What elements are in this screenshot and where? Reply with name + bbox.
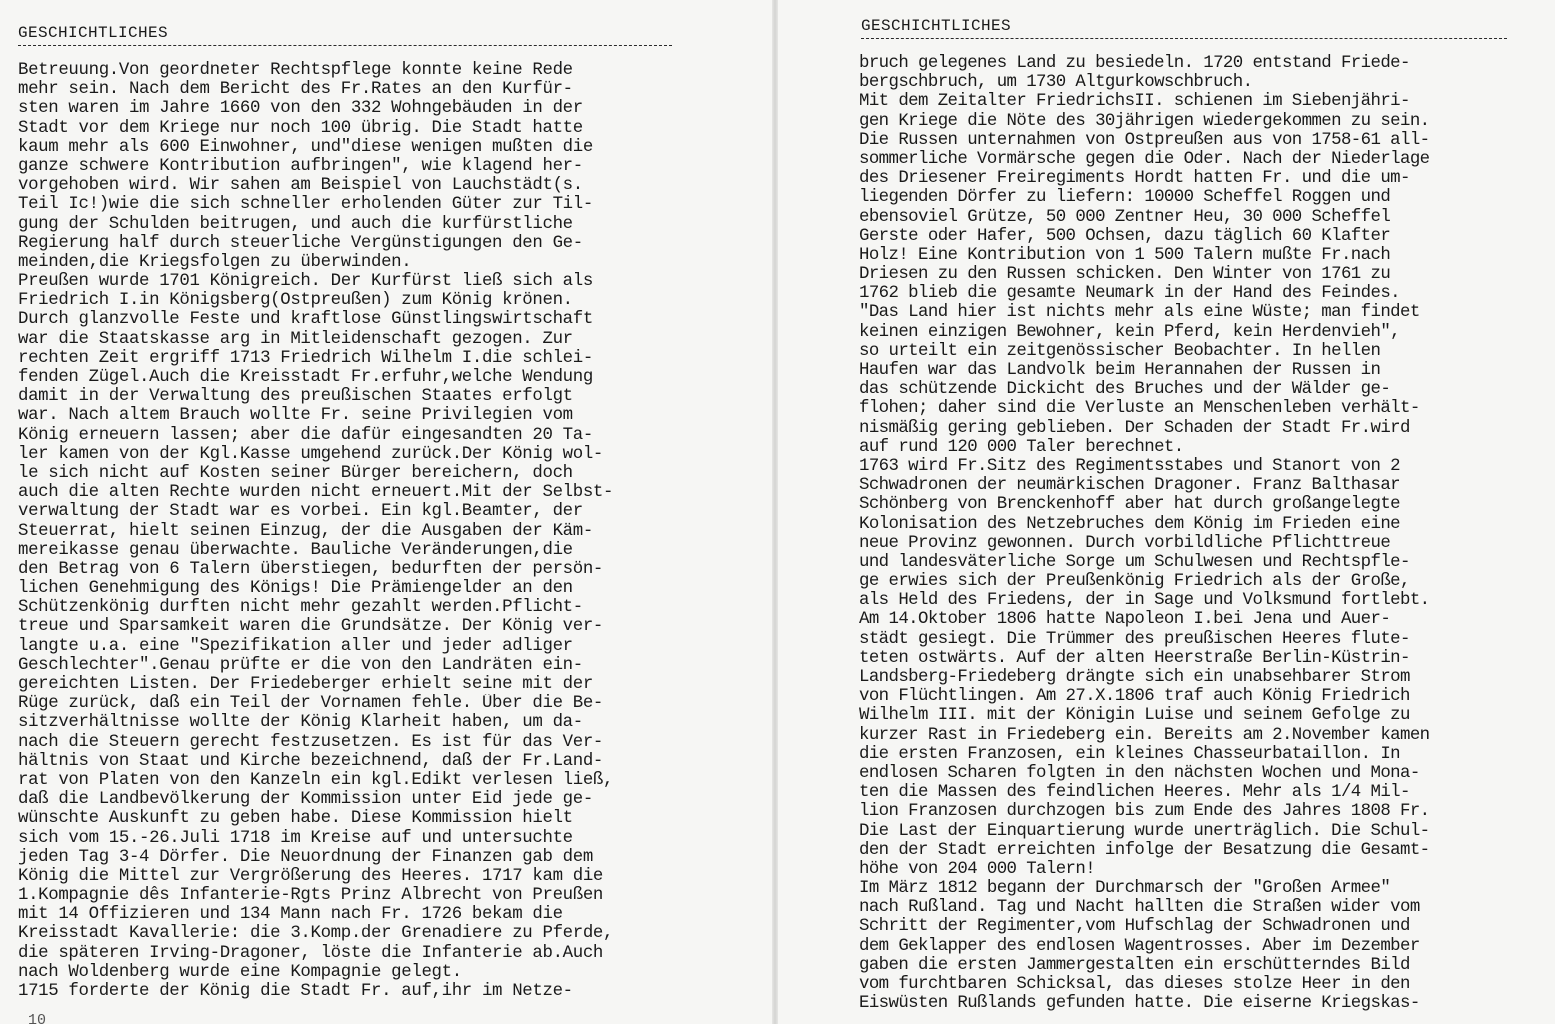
left-page-text-line: gung der Schulden beitrugen, und auch die kurfürstliche: [18, 214, 573, 234]
left-page-text-line: sich vom 15.-26.Juli 1718 im Kreise auf und untersuchte: [18, 828, 573, 848]
right-page-text-line: liegenden Dörfer zu liefern: 10000 Scheffel Roggen und: [859, 188, 1391, 208]
right-page-text-line: Kolonisation des Netzebruches dem König im Frieden eine: [859, 514, 1400, 534]
left-header-rule: [18, 45, 672, 46]
right-page-text-line: ge erwies sich der Preußenkönig Friedrich als der Große,: [859, 572, 1410, 592]
left-page-text-line: vorgehoben wird. Wir sahen am Beispiel von Lauchstädt(s.: [18, 176, 583, 196]
left-page-number: 10: [28, 1012, 47, 1024]
left-page-text-line: König die Mittel zur Vergrößerung des Heeres. 1717 kam die: [18, 866, 603, 886]
left-page-text-line: mehr sein. Nach dem Bericht des Fr.Rates an den Kurfür-: [18, 80, 573, 100]
left-page-text-line: Rüge zurück, daß ein Teil der Vornamen fehle. Über die Be-: [18, 694, 603, 714]
left-page-text-line: langte u.a. eine "Spezifikation aller und jeder adliger: [18, 636, 573, 656]
left-page-header: GESCHICHTLICHES: [18, 24, 169, 42]
left-page-text-line: Kreisstadt Kavallerie: die 3.Komp.der Grenadiere zu Pferde,: [18, 924, 614, 944]
right-page-text-line: Im März 1812 begann der Durchmarsch der "Großen Armee": [859, 879, 1391, 899]
right-page-text-line: so urteilt ein zeitgenössischer Beobachter. In hellen: [859, 341, 1381, 361]
left-page-text-line: war. Nach altem Brauch wollte Fr. seine Privilegien vom: [18, 406, 573, 426]
left-page-text-line: ler kamen von der Kgl.Kasse umgehend zurück.Der König wol-: [18, 444, 603, 464]
right-page-text-line: Die Last der Einquartierung wurde unerträglich. Die Schul-: [859, 821, 1430, 841]
right-page-text-line: teten ostwärts. Auf der alten Heerstraße Berlin-Küstrin-: [859, 648, 1410, 668]
left-page-text-line: Durch glanzvolle Feste und kraftlose Günstlingswirtschaft: [18, 310, 593, 330]
left-page-text-line: sten waren im Jahre 1660 von den 332 Wohngebäuden in der: [18, 99, 583, 119]
right-page-text-line: Schritt der Regimenter,vom Hufschlag der Schwadronen und: [859, 917, 1410, 937]
left-page-text-line: nach die Steuern gerecht festzusetzen. Es ist für das Ver-: [18, 732, 603, 752]
left-page-text-line: kaum mehr als 600 Einwohner, und"diese wenigen mußten die: [18, 137, 593, 157]
right-page-text-line: höhe von 204 000 Talern!: [859, 859, 1096, 879]
right-page-text-line: als Held des Friedens, der in Sage und Volksmund fortlebt.: [859, 591, 1430, 611]
right-page-text-line: ten die Massen des feindlichen Heeres. Mehr als 1/4 Mil-: [859, 783, 1410, 803]
right-page-text-line: nach Rußland. Tag und Nacht hallten die Straßen wider vom: [859, 898, 1420, 918]
left-page-text-line: Preußen wurde 1701 Königreich. Der Kurfürst ließ sich als: [18, 272, 593, 292]
right-page-text-line: Schönberg von Brenckenhoff aber hat durch großangelegte: [859, 495, 1400, 515]
right-page-text-line: bruch gelegenes Land zu besiedeln. 1720 entstand Friede-: [859, 54, 1410, 73]
right-page-text-line: "Das Land hier ist nichts mehr als eine Wüste; man findet: [859, 303, 1420, 323]
right-page-text-line: die ersten Franzosen, ein kleines Chasseurbataillon. In: [859, 744, 1400, 764]
right-page-text-line: Driesen zu den Russen schicken. Den Winter von 1761 zu: [859, 265, 1391, 285]
right-page-text-line: Schwadronen der neumärkischen Dragoner. Franz Balthasar: [859, 476, 1400, 496]
left-page-text-line: wünschte Auskunft zu geben habe. Diese Kommission hielt: [18, 809, 573, 829]
right-page-text-line: den der Stadt erreichten infolge der Besatzung die Gesamt-: [859, 840, 1430, 860]
left-page-text-line: Geschlechter".Genau prüfte er die von den Landräten ein-: [18, 655, 583, 675]
right-page-text-line: Landsberg-Friedeberg drängte sich ein unabsehbarer Strom: [859, 668, 1410, 687]
left-page-text-line: ganze schwere Kontribution aufbringen", wie klagend her-: [18, 156, 583, 176]
left-page-text-line: 1.Kompagnie dês Infanterie-Rgts Prinz Albrecht von Preußen: [18, 886, 603, 906]
right-page-text-line: ebensoviel Grütze, 50 000 Zentner Heu, 30 000 Scheffel: [859, 207, 1391, 227]
right-page-text-line: Holz! Eine Kontribution von 1 500 Talern mußte Fr.nach: [859, 245, 1391, 265]
right-page-text-line: Haufen war das Landvolk beim Herannahen der Russen in: [859, 361, 1381, 380]
left-page: [0, 0, 772, 1024]
right-page-text-line: des Driesener Freiregiments Hordt hatten Fr. und die um-: [859, 169, 1410, 189]
left-page-text-line: Friedrich I.in Königsberg(Ostpreußen) zum König krönen.: [18, 291, 573, 311]
right-page-text-line: Eiswüsten Rußlands gefunden hatte. Die eiserne Kriegskas-: [859, 994, 1420, 1014]
left-page-text-line: Steuerrat, hielt seinen Einzug, der die Ausgaben der Käm-: [18, 521, 593, 541]
left-page-text-line: hältnis von Staat und Kirche bezeichnend, daß der Fr.Land-: [18, 751, 603, 771]
left-page-text-line: 1715 forderte der König die Stadt Fr. auf,ihr im Netze-: [18, 982, 573, 1001]
left-page-text-line: treue und Sparsamkeit waren die Grundsätze. Der König ver-: [18, 617, 603, 637]
right-page-text-line: vom furchtbaren Schicksal, das dieses stolze Heer in den: [859, 975, 1410, 994]
right-page-text-line: lion Franzosen durchzogen bis zum Ende des Jahres 1808 Fr.: [859, 802, 1430, 822]
right-page-text-line: Mit dem Zeitalter FriedrichsII. schienen im Siebenjähri-: [859, 92, 1410, 112]
left-page-text-line: Teil Ic!)wie die sich schneller erholenden Güter zur Til-: [18, 195, 593, 215]
left-page-text-line: fenden Zügel.Auch die Kreisstadt Fr.erfuhr,welche Wendung: [18, 368, 593, 387]
left-page-text-line: daß die Landbevölkerung der Kommission unter Eid jede ge-: [18, 790, 593, 810]
right-page-text-line: kurzer Rast in Friedeberg ein. Bereits am 2.November kamen: [859, 725, 1430, 745]
left-page-text-line: die späteren Irving-Dragoner, löste die Infanterie ab.Auch: [18, 943, 603, 963]
left-page-text-line: auch die alten Rechte wurden nicht erneuert.Mit der Selbst-: [18, 483, 614, 503]
left-page-text-line: rechten Zeit ergriff 1713 Friedrich Wilhelm I.die schlei-: [18, 348, 593, 368]
left-page-text-line: lichen Genehmigung des Königs! Die Prämiengelder an den: [18, 579, 573, 599]
right-page-text-line: gen Kriege die Nöte des 30jährigen wiedergekommen zu sein.: [859, 111, 1430, 131]
left-page-text-line: war die Staatskasse arg in Mitleidenschaft gezogen. Zur: [18, 329, 573, 349]
right-page-text-line: von Flüchtlingen. Am 27.X.1806 traf auch König Friedrich: [859, 687, 1410, 707]
left-page-text-line: jeden Tag 3-4 Dörfer. Die Neuordnung der Finanzen gab dem: [18, 847, 593, 867]
left-page-text-line: verwaltung der Stadt war es vorbei. Ein kgl.Beamter, der: [18, 502, 583, 522]
right-page-text-line: Gerste oder Hafer, 500 Ochsen, dazu täglich 60 Klafter: [859, 226, 1391, 246]
right-page-text-line: das schützende Dickicht des Bruches und der Wälder ge-: [859, 380, 1391, 400]
left-page-body: [18, 61, 768, 1001]
left-page-text-line: Regierung half durch steuerliche Vergünstigungen den Ge-: [18, 233, 583, 253]
right-page-body: [859, 54, 1551, 1013]
left-page-text-line: le sich nicht auf Kosten seiner Bürger bereichern, doch: [18, 463, 573, 483]
right-page-text-line: gaben die ersten Jammergestalten ein erschütterndes Bild: [859, 955, 1410, 975]
left-page-text-line: sitzverhältnisse wollte der König Klarheit haben, um da-: [18, 713, 583, 733]
right-header-rule: [861, 38, 1507, 39]
left-page-text-line: Stadt vor dem Kriege nur noch 100 übrig. Die Stadt hatte: [18, 118, 583, 138]
right-page-text-line: flohen; daher sind die Verluste an Menschenleben verhält-: [859, 399, 1420, 419]
left-page-text-line: meinden,die Kriegsfolgen zu überwinden.: [18, 252, 412, 272]
right-page-text-line: Wilhelm III. mit der Königin Luise und seinem Gefolge zu: [859, 706, 1410, 726]
right-page-text-line: nismäßig gering geblieben. Der Schaden der Stadt Fr.wird: [859, 418, 1410, 438]
left-page-text-line: nach Woldenberg wurde eine Kompagnie gelegt.: [18, 962, 462, 982]
left-page-text-line: Betreuung.Von geordneter Rechtspflege konnte keine Rede: [18, 61, 573, 80]
right-page-header: GESCHICHTLICHES: [861, 17, 1012, 35]
left-page-text-line: König erneuern lassen; aber die dafür eingesandten 20 Ta-: [18, 425, 593, 445]
left-page-text-line: Schützenkönig durften nicht mehr gezahlt werden.Pflicht-: [18, 598, 583, 618]
right-page-text-line: städt gesiegt. Die Trümmer des preußischen Heeres flute-: [859, 629, 1410, 649]
right-page-text-line: Am 14.Oktober 1806 hatte Napoleon I.bei Jena und Auer-: [859, 610, 1391, 630]
right-page-text-line: keinen einzigen Bewohner, kein Pferd, kein Herdenvieh",: [859, 322, 1400, 342]
left-page-text-line: gereichten Listen. Der Friedeberger erhielt seine mit der: [18, 675, 593, 694]
left-page-text-line: damit in der Verwaltung des preußischen Staates erfolgt: [18, 387, 573, 407]
right-page-text-line: dem Geklapper des endlosen Wagentrosses. Aber im Dezember: [859, 936, 1420, 956]
right-page-text-line: Die Russen unternahmen von Ostpreußen aus von 1758-61 all-: [859, 130, 1430, 150]
right-page-text-line: endlosen Scharen folgten in den nächsten Wochen und Mona-: [859, 763, 1420, 783]
left-page-text-line: rat von Platen von den Kanzeln ein kgl.Edikt verlesen ließ,: [18, 770, 614, 790]
left-page-text-line: den Betrag von 6 Talern überstiegen, bedurften der persön-: [18, 559, 603, 579]
right-page-text-line: neue Provinz gewonnen. Durch vorbildliche Pflichttreue: [859, 533, 1391, 553]
right-page: [778, 0, 1555, 1024]
right-page-text-line: und landesväterliche Sorge um Schulwesen und Rechtspfle-: [859, 552, 1410, 572]
right-page-text-line: auf rund 120 000 Taler berechnet.: [859, 437, 1184, 457]
right-page-text-line: sommerliche Vormärsche gegen die Oder. Nach der Niederlage: [859, 149, 1430, 169]
right-page-text-line: bergschbruch, um 1730 Altgurkowschbruch.: [859, 73, 1253, 93]
right-page-text-line: 1762 blieb die gesamte Neumark in der Hand des Feindes.: [859, 284, 1400, 304]
right-page-text-line: 1763 wird Fr.Sitz des Regimentsstabes und Stanort von 2: [859, 456, 1400, 476]
left-page-text-line: mit 14 Offizieren und 134 Mann nach Fr. 1726 bekam die: [18, 905, 563, 925]
left-page-text-line: mereikasse genau überwachte. Bauliche Veränderungen,die: [18, 540, 573, 560]
